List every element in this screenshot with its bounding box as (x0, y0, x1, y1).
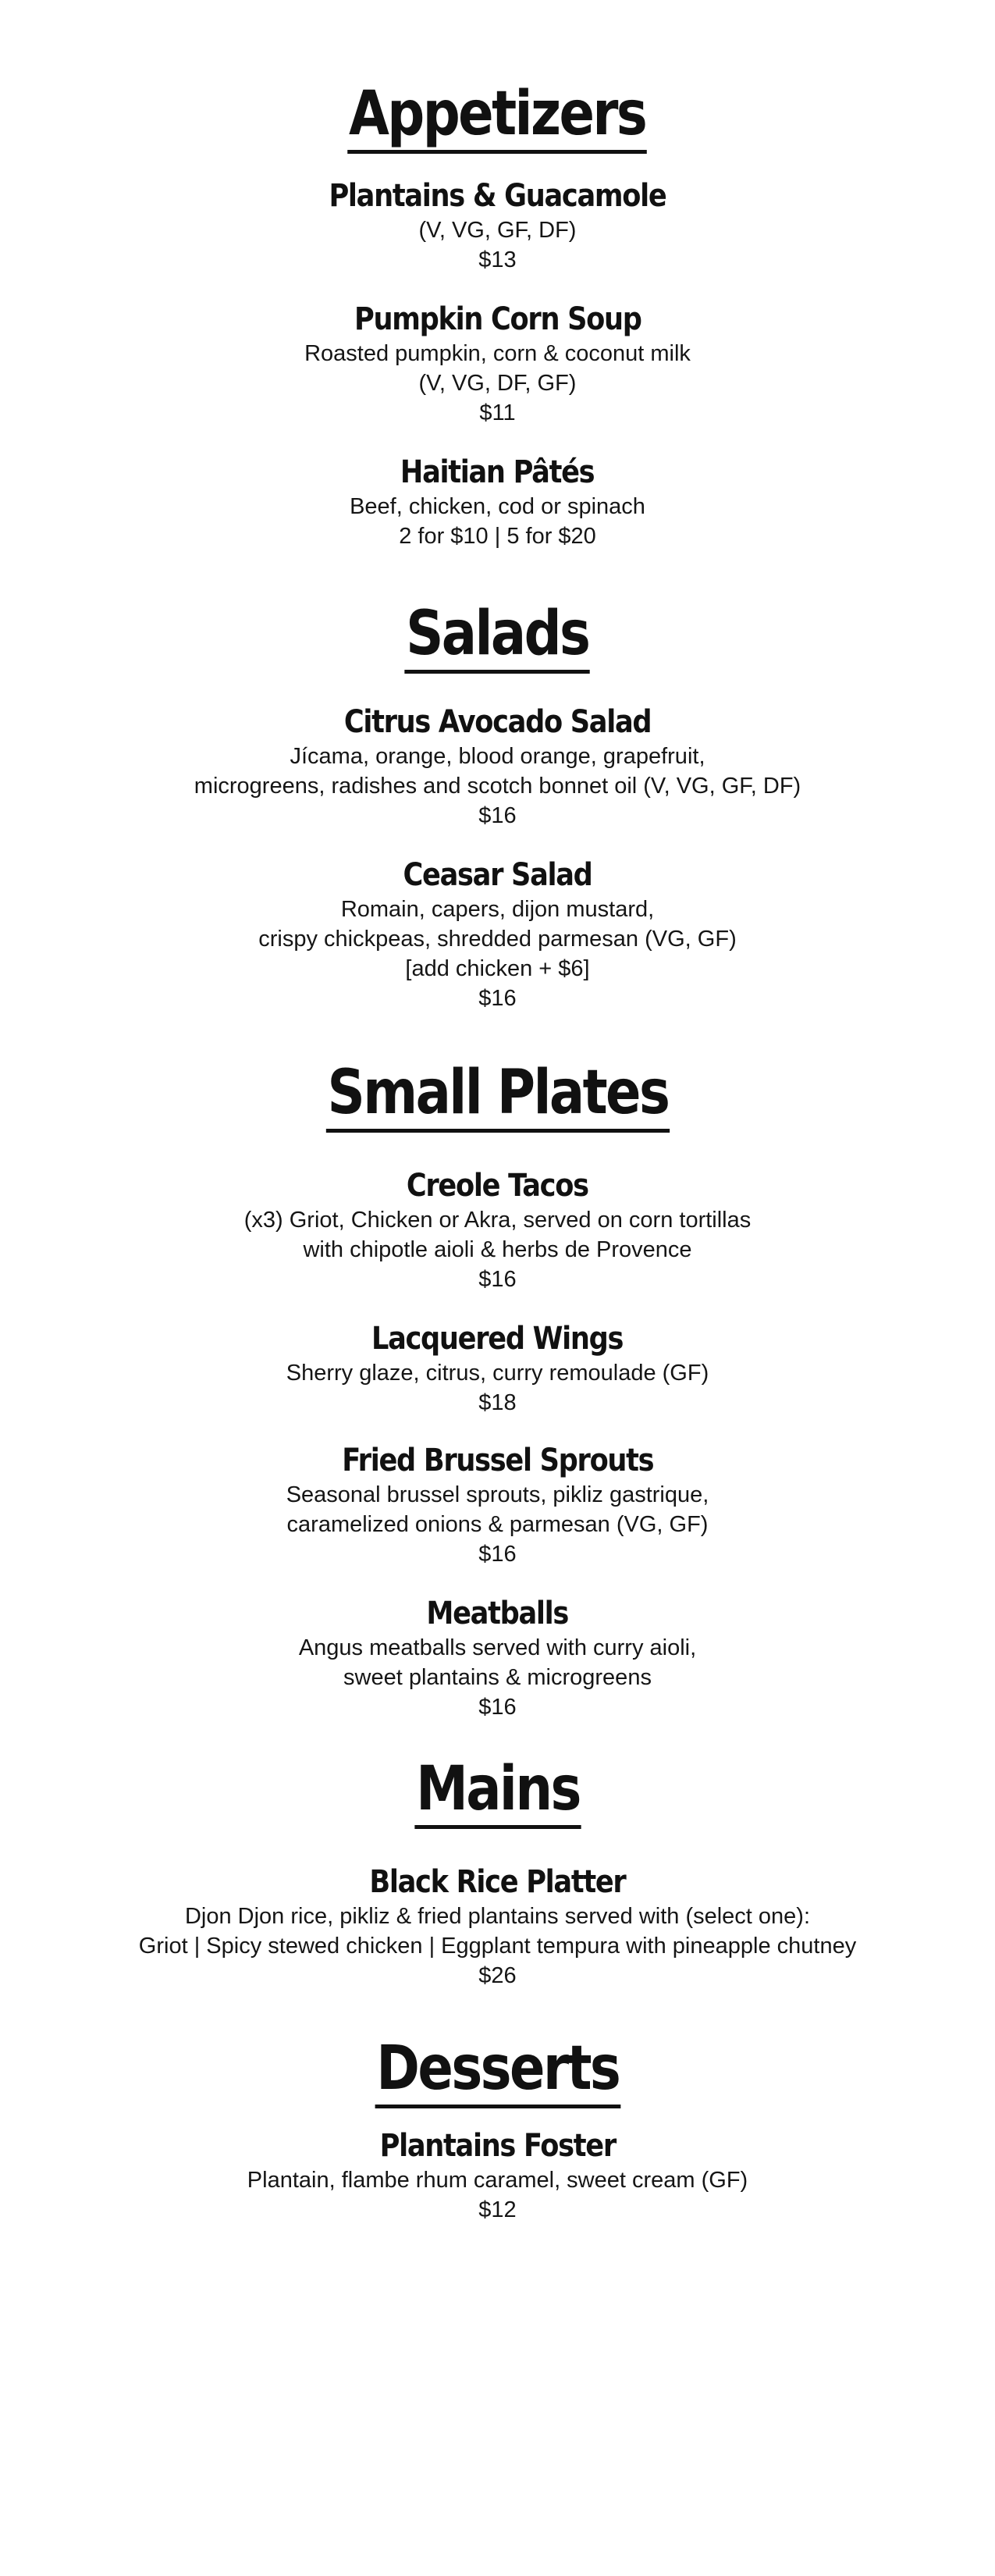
item-description: microgreens, radishes and scotch bonnet oil (V, VG, GF, DF) (194, 774, 801, 799)
item-price: $12 (478, 2197, 517, 2222)
section-title: Salads (405, 598, 591, 674)
item-name: Citrus Avocado Salad (343, 704, 652, 740)
item-description: crispy chickpeas, shredded parmesan (VG, GF) (258, 927, 737, 952)
item-description: Seasonal brussel sprouts, pikliz gastrique, (286, 1482, 709, 1507)
menu-item (0, 1319, 995, 1418)
item-description: Roasted pumpkin, corn & coconut milk (304, 341, 691, 366)
item-price: $11 (479, 400, 516, 425)
section-appetizers (0, 78, 995, 154)
item-price: $16 (478, 1695, 517, 1720)
menu-item (0, 856, 995, 1013)
item-addon: [add chicken + $6] (405, 956, 590, 981)
item-name: Ceasar Salad (403, 857, 592, 893)
item-price: $13 (478, 247, 517, 272)
item-description: Angus meatballs served with curry aioli, (298, 1635, 697, 1660)
menu-item (0, 1594, 995, 1722)
section-title: Appetizers (348, 78, 648, 154)
section-title: Desserts (375, 2033, 620, 2108)
item-description: Romain, capers, dijon mustard, (340, 897, 655, 922)
item-price: 2 for $10 | 5 for $20 (399, 524, 596, 549)
menu-item (0, 1863, 995, 1991)
menu-item (0, 2126, 995, 2225)
item-description: Sherry glaze, citrus, curry remoulade (GF) (286, 1361, 709, 1386)
item-dietary: (V, VG, DF, GF) (418, 371, 577, 396)
item-name: Pumpkin Corn Soup (354, 301, 641, 337)
item-description: Djon Djon rice, pikliz & fried plantains served with (select one): (184, 1904, 811, 1929)
item-name: Meatballs (426, 1596, 569, 1631)
item-price: $16 (478, 986, 517, 1011)
menu-item (0, 1441, 995, 1569)
item-description: caramelized onions & parmesan (VG, GF) (286, 1512, 709, 1537)
item-price: $26 (478, 1963, 517, 1988)
item-description: Jícama, orange, blood orange, grapefruit, (290, 744, 705, 769)
item-description: with chipotle aioli & herbs de Provence (303, 1237, 692, 1262)
item-description: (x3) Griot, Chicken or Akra, served on corn tortillas (243, 1208, 752, 1233)
section-mains (0, 1753, 995, 1829)
item-price: $16 (478, 1542, 517, 1567)
item-description: (V, VG, GF, DF) (418, 218, 577, 243)
section-title: Mains (414, 1753, 581, 1829)
menu-item (0, 176, 995, 275)
menu-item (0, 703, 995, 831)
item-name: Black Rice Platter (369, 1864, 626, 1900)
menu-item (0, 300, 995, 428)
item-name: Plantains & Guacamole (329, 178, 666, 214)
item-options: Griot | Spicy stewed chicken | Eggplant tempura with pineapple chutney (138, 1934, 857, 1959)
item-name: Fried Brussel Sprouts (341, 1443, 654, 1478)
item-price: $16 (478, 803, 517, 828)
item-name: Lacquered Wings (371, 1321, 624, 1357)
section-title: Small Plates (325, 1057, 669, 1133)
section-desserts (0, 2033, 995, 2108)
item-price: $16 (478, 1267, 517, 1292)
item-description: sweet plantains & microgreens (343, 1665, 652, 1690)
item-description: Beef, chicken, cod or spinach (350, 494, 645, 519)
item-name: Haitian Pâtés (400, 454, 595, 490)
menu-item (0, 453, 995, 551)
item-price: $18 (478, 1390, 517, 1415)
section-small-plates (0, 1057, 995, 1133)
item-description: Plantain, flambe rhum caramel, sweet cream (GF) (247, 2168, 748, 2193)
item-name: Creole Tacos (407, 1168, 588, 1204)
section-salads (0, 598, 995, 674)
item-name: Plantains Foster (379, 2128, 616, 2164)
menu-item (0, 1166, 995, 1294)
